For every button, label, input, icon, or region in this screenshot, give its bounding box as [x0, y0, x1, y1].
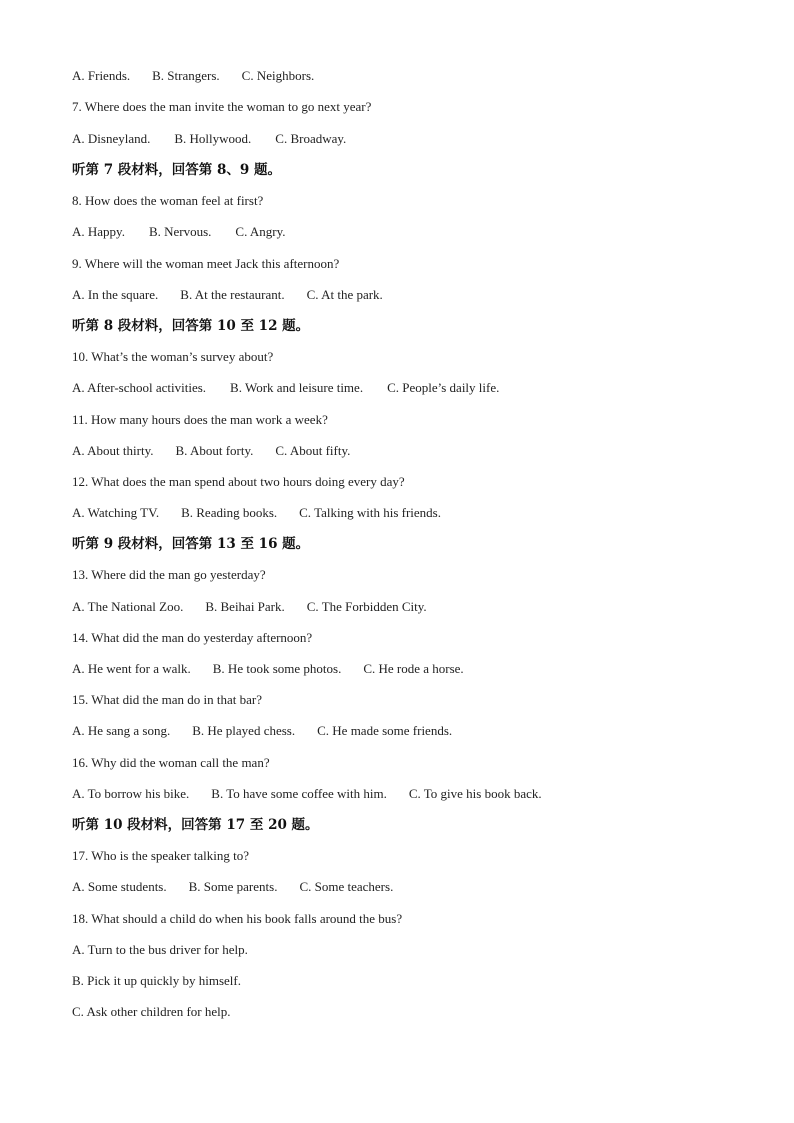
- options-row: [72, 380, 499, 396]
- section-heading: 听第 8 段材料，回答第 10 至 12 题。: [72, 318, 310, 334]
- option-b: B. Hollywood.: [174, 131, 252, 146]
- option-c: C. Talking with his friends.: [299, 505, 441, 520]
- option-b: B. Some parents.: [188, 879, 278, 894]
- option-a: A. The National Zoo.: [72, 599, 184, 614]
- option-b: B. He played chess.: [192, 723, 296, 738]
- option-c: C. At the park.: [306, 287, 383, 302]
- question-text: 18. What should a child do when his book falls around the bus?: [72, 911, 403, 926]
- option-a: A. After-school activities.: [72, 380, 207, 395]
- option-c: C. Angry.: [235, 224, 286, 239]
- option-a: A. Some students.: [72, 879, 167, 894]
- option-a: A. Watching TV.: [72, 505, 160, 520]
- option-b: B. Beihai Park.: [205, 599, 285, 614]
- question-text: 10. What’s the woman’s survey about?: [72, 349, 274, 364]
- section-heading: 听第 10 段材料，回答第 17 至 20 题。: [72, 817, 319, 833]
- question-text: 11. How many hours does the man work a week?: [72, 412, 328, 427]
- option-c: C. He rode a horse.: [363, 661, 464, 676]
- option-c: C. People’s daily life.: [387, 380, 500, 395]
- option-c: C. About fifty.: [275, 443, 351, 458]
- options-row: [72, 786, 542, 802]
- option-b: B. Work and leisure time.: [230, 380, 364, 395]
- option-a: A. He sang a song.: [72, 723, 171, 738]
- question-text: 16. Why did the woman call the man?: [72, 755, 270, 770]
- question-text: 7. Where does the man invite the woman to go next year?: [72, 99, 372, 114]
- option-c: C. Broadway.: [275, 131, 347, 146]
- options-row: [72, 661, 464, 677]
- option-c: C. To give his book back.: [408, 786, 542, 801]
- option-a: A. About thirty.: [72, 443, 154, 458]
- options-row: [72, 599, 427, 615]
- option-a: A. He went for a walk.: [72, 661, 191, 676]
- option-b: B. He took some photos.: [212, 661, 342, 676]
- options-row: [72, 723, 452, 739]
- option-b: B. Nervous.: [148, 224, 212, 239]
- option-b: B. Strangers.: [152, 68, 220, 83]
- question-text: 12. What does the man spend about two hours doing every day?: [72, 474, 405, 489]
- options-row: [72, 68, 314, 84]
- option-a: A. Friends.: [72, 68, 131, 83]
- option-line: B. Pick it up quickly by himself.: [72, 973, 241, 988]
- options-row: [72, 131, 346, 147]
- option-c: C. Neighbors.: [241, 68, 315, 83]
- question-text: 9. Where will the woman meet Jack this afternoon?: [72, 256, 340, 271]
- section-heading: 听第 7 段材料，回答第 8、9 题。: [72, 162, 281, 178]
- question-text: 13. Where did the man go yesterday?: [72, 567, 266, 582]
- option-a: A. Disneyland.: [72, 131, 151, 146]
- question-text: 8. How does the woman feel at first?: [72, 193, 264, 208]
- option-b: B. Reading books.: [181, 505, 278, 520]
- option-c: C. He made some friends.: [317, 723, 453, 738]
- option-line: A. Turn to the bus driver for help.: [72, 942, 248, 957]
- option-a: A. To borrow his bike.: [72, 786, 190, 801]
- section-heading: 听第 9 段材料，回答第 13 至 16 题。: [72, 536, 310, 552]
- question-text: 15. What did the man do in that bar?: [72, 692, 263, 707]
- options-row: [72, 287, 383, 303]
- options-row: [72, 879, 393, 895]
- option-b: B. About forty.: [175, 443, 254, 458]
- option-line: C. Ask other children for help.: [72, 1004, 231, 1019]
- option-b: B. At the restaurant.: [180, 287, 285, 302]
- options-row: [72, 443, 350, 459]
- option-c: C. The Forbidden City.: [306, 599, 427, 614]
- options-row: [72, 505, 441, 521]
- option-a: A. Happy.: [72, 224, 125, 239]
- option-a: A. In the square.: [72, 287, 159, 302]
- question-text: 17. Who is the speaker talking to?: [72, 848, 250, 863]
- option-c: C. Some teachers.: [299, 879, 394, 894]
- options-row: [72, 224, 286, 240]
- question-text: 14. What did the man do yesterday afternoon?: [72, 630, 313, 645]
- option-b: B. To have some coffee with him.: [211, 786, 387, 801]
